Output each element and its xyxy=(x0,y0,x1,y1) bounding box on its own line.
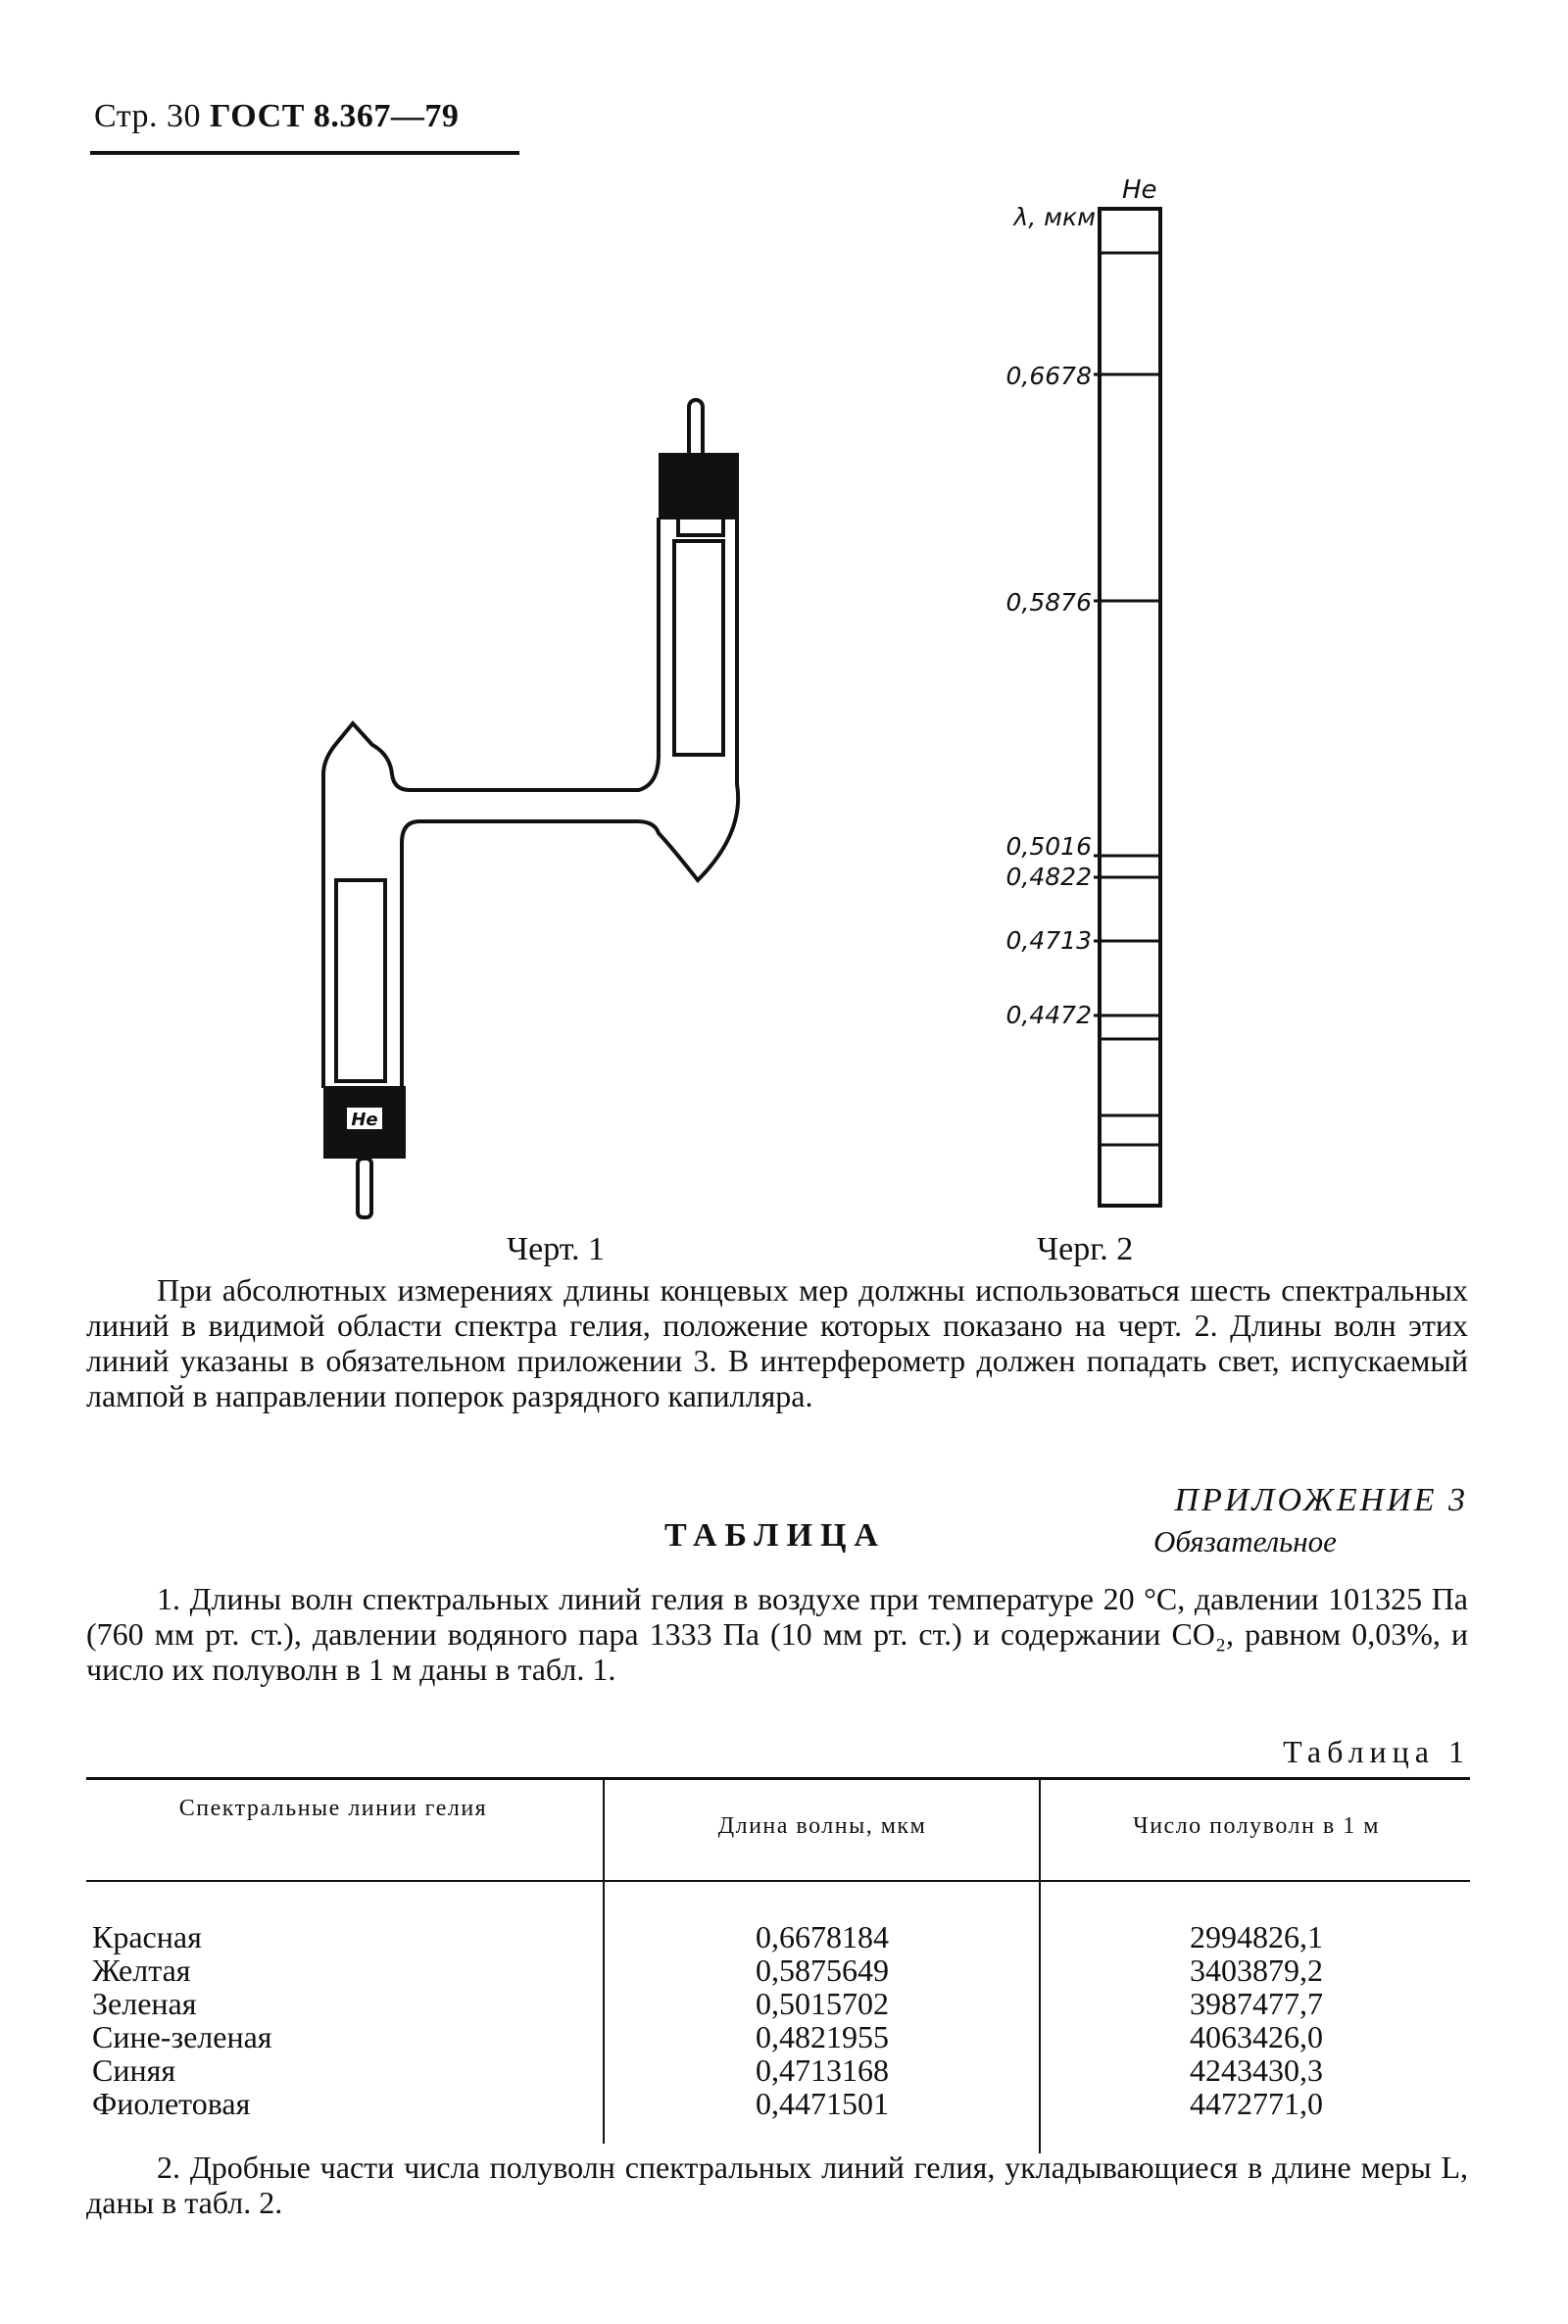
table-cell: Красная xyxy=(92,1919,202,1954)
lamp-he-label: He xyxy=(351,1110,378,1130)
table-cell: 0,4471501 xyxy=(756,2086,889,2121)
table-cell: Фиолетовая xyxy=(92,2086,251,2121)
wavelength-label: 0,5016 xyxy=(1005,832,1092,861)
wavelength-label: 0,4472 xyxy=(1005,1001,1092,1029)
table-cell: 4472771,0 xyxy=(1190,2086,1323,2121)
page-number: Стр. 30 xyxy=(94,98,202,134)
table-header-rule xyxy=(86,1880,1470,1882)
spectrum-element-label: He xyxy=(1122,175,1157,205)
figure2-caption: Черг. 2 xyxy=(1037,1231,1134,1267)
table-cell: 0,4821955 xyxy=(756,2019,889,2054)
table-cell: Зеленая xyxy=(92,1986,197,2021)
table-cell: 3403879,2 xyxy=(1190,1953,1323,1988)
table-column-halfwaves xyxy=(1041,1920,1472,2120)
wavelength-label: 0,4713 xyxy=(1005,926,1092,955)
wavelength-label: 0,6678 xyxy=(1005,362,1092,390)
appendix-subtitle: Обязательное xyxy=(1153,1524,1337,1558)
body-paragraph: 1. Длины волн спектральных линий гелия в воздухе при температуре 20 °С, давлении 101325 Па (760 мм рт. ст.), давлении водяного пара 1333 Па (10 мм рт. ст.) и содержании CO₂, равном 0,03%, и число их полуволн в 1 м даны в табл. 1. xyxy=(86,1581,1468,1687)
appendix-title: ПРИЛОЖЕНИЕ 3 xyxy=(1174,1482,1468,1518)
table-header-cell: Длина волны, мкм xyxy=(717,1813,927,1839)
spectrum-strip xyxy=(1100,209,1160,1206)
table-cell: 0,5875649 xyxy=(756,1953,889,1988)
table-header-cell: Число полуволн в 1 м xyxy=(1133,1813,1380,1839)
figure1-caption: Черт. 1 xyxy=(507,1231,606,1267)
table-cell: 4243430,3 xyxy=(1190,2052,1323,2088)
table-cell: Сине-зеленая xyxy=(92,2019,272,2054)
body-paragraph: 2. Дробные части числа полуволн спектральных линий гелия, укладывающиеся в длине меры L, даны в табл. 2. xyxy=(86,2150,1468,2220)
standard-id: ГОСТ 8.367—79 xyxy=(210,98,460,134)
table-cell: 3987477,7 xyxy=(1190,1986,1323,2021)
helium-spectrum-figure xyxy=(941,167,1196,1225)
table-cell: 0,6678184 xyxy=(756,1919,889,1954)
table-cell: Желтая xyxy=(92,1953,191,1988)
table-cell: 0,4713168 xyxy=(756,2052,889,2088)
table-column-divider xyxy=(603,1779,605,2144)
table-column-names xyxy=(92,1920,592,2120)
wavelength-label: 0,4822 xyxy=(1005,863,1092,891)
table-cell: 4063426,0 xyxy=(1190,2019,1323,2054)
table-header-cell: Спектральные линии гелия xyxy=(178,1796,488,1821)
table-column-wavelengths xyxy=(606,1920,1039,2120)
body-paragraph: При абсолютных измерениях длины концевых мер должны использоваться шесть спектральных линий в видимой области спектра гелия, положение которых показано на черт. 2. Длины волн этих линий указаны в обязательном приложении 3. В интерферометр должен попадать свет, испускаемый лампой в направлении поперок разрядного капилляра. xyxy=(86,1272,1468,1413)
table-cell: Синяя xyxy=(92,2052,176,2088)
table-cell: 2994826,1 xyxy=(1190,1919,1323,1954)
wavelength-label: 0,5876 xyxy=(1005,588,1092,617)
table-cell: 0,5015702 xyxy=(756,1986,889,2021)
wavelength-axis-label: λ, мкм xyxy=(1013,203,1096,231)
table-heading: ТАБЛИЦА xyxy=(664,1517,886,1554)
table-top-rule xyxy=(86,1777,1470,1780)
table-label: Таблица 1 xyxy=(1283,1734,1470,1769)
